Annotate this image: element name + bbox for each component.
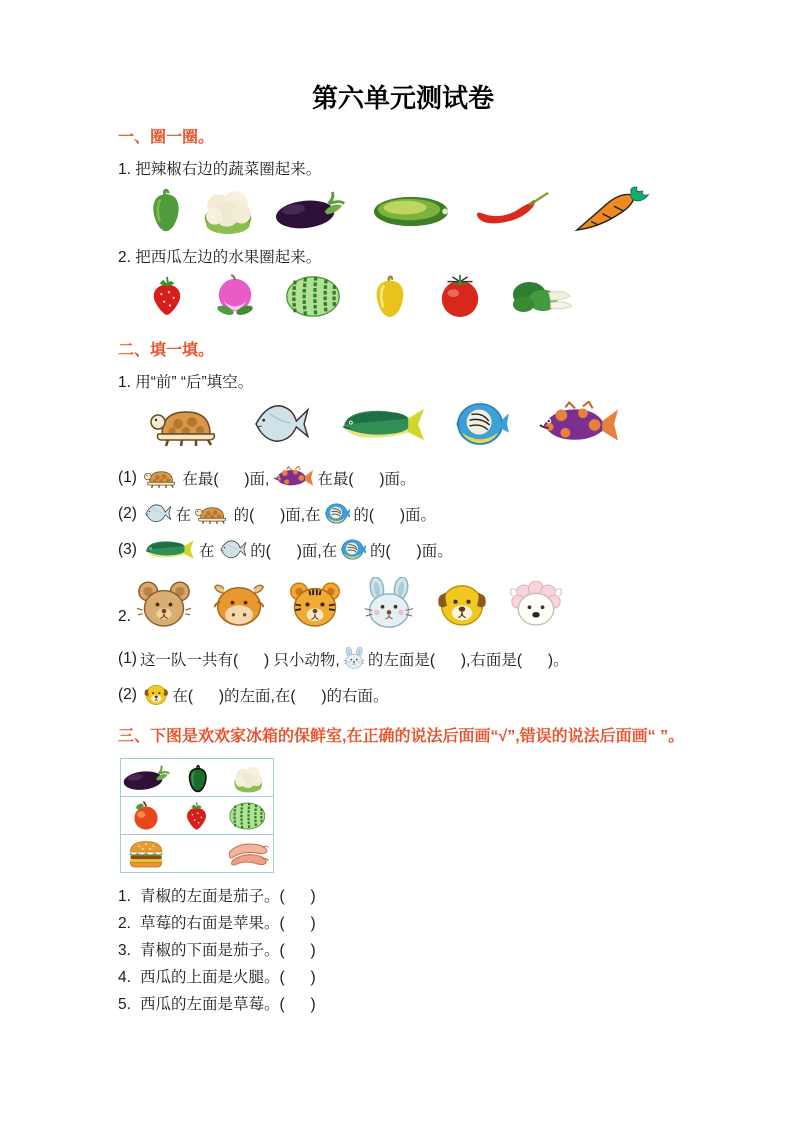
statement-line (118, 887, 688, 907)
statement-text: 西瓜的左面是草莓。( ) (139, 996, 316, 1013)
line-number: (3) (118, 540, 137, 558)
tomato-image (438, 274, 482, 318)
line-text: 的( )面,在 (250, 542, 338, 560)
line-text: 在 (175, 506, 192, 524)
section1-heading: 一、圈一圈。 (118, 129, 215, 146)
watermelon-image (228, 801, 267, 831)
statement-number: 3. (118, 942, 131, 959)
line-text: 在( )的左面,在( )的右面。 (172, 687, 389, 705)
line-number: (1) (118, 649, 137, 667)
line-text: 这一队一共有( ) 只小动物, (139, 651, 340, 669)
round-fish-image (454, 400, 510, 448)
rabbit-image (363, 577, 415, 631)
cauliflower-cell (223, 763, 273, 793)
section1-q2-text (118, 245, 688, 267)
line-text: 的( )面,在 (233, 506, 321, 524)
line-text: 在 (199, 542, 215, 560)
section3-heading: 三、下图是欢欢家冰箱的保鲜室,在正确的说法后面画“√”,错误的说法后面画“ ”。 (118, 728, 685, 745)
statement-line (118, 995, 688, 1015)
statements-list (118, 887, 688, 1015)
sausage-image (225, 839, 270, 869)
bok-choy-image (510, 275, 574, 318)
section2-heading: 二、填一填。 (118, 342, 215, 359)
strawberry-cell (172, 801, 223, 831)
statement-number: 2. (118, 915, 131, 932)
watermelon-cell (222, 801, 273, 831)
statement-number: 5. (118, 996, 131, 1013)
fridge-shelf-row (120, 796, 274, 835)
section2-q1-text (118, 370, 688, 392)
fill-blank-line (118, 466, 688, 489)
animals-question (118, 574, 688, 634)
line-text: 在最( )面。 (317, 470, 416, 488)
carrot-image (572, 185, 656, 235)
statement-text: 青椒的左面是茄子。( ) (139, 888, 316, 905)
round-fish-image (324, 502, 351, 525)
purple-fish-image (536, 401, 620, 447)
apple-cell (121, 801, 172, 831)
eggplant-image (121, 763, 173, 793)
purple-fish-image (272, 466, 314, 489)
statement-line (118, 914, 688, 934)
line-text: 的( )面。 (353, 506, 437, 524)
hamburger-image (127, 839, 165, 869)
q-text: 把西瓜左边的水果圈起来。 (135, 249, 322, 266)
line-text: 的左面是( ),右面是( )。 (367, 651, 569, 669)
watermelon-image (284, 274, 342, 319)
green-pepper-dark-cell (173, 763, 223, 793)
sausage-cell (222, 839, 273, 869)
line-number: (2) (118, 504, 137, 522)
statement-text: 青椒的下面是茄子。( ) (139, 942, 316, 959)
sheep-image (509, 581, 563, 628)
vegetables-row (118, 182, 688, 238)
dog-image (143, 683, 169, 706)
fridge-shelf-row (120, 758, 274, 797)
cow-image (211, 581, 267, 628)
animals-row (137, 574, 563, 634)
turtle-image (148, 400, 224, 448)
q-text: 把辣椒右边的蔬菜圈起来。 (135, 161, 322, 178)
q-number: 2. (118, 608, 131, 625)
strawberry-image (183, 801, 210, 831)
eggplant-cell (121, 763, 173, 793)
q-number: 1. (118, 374, 131, 391)
green-pepper-dark-image (186, 763, 209, 793)
silver-fish-image (143, 502, 173, 525)
peach-image (214, 273, 256, 319)
line-text: 的( )面。 (370, 542, 453, 560)
fill-blank-line (118, 538, 688, 561)
strawberry-image (148, 275, 186, 317)
page-title: 第六单元测试卷 (311, 84, 494, 113)
turtle-image (143, 466, 179, 489)
hamburger-cell (121, 839, 172, 869)
red-chili-image (472, 190, 552, 230)
statement-number: 1. (118, 888, 131, 905)
mahi-fish-image (143, 538, 196, 561)
silver-fish-image (250, 400, 312, 448)
statement-text: 草莓的右面是苹果。( ) (139, 915, 316, 932)
cauliflower-image (204, 185, 252, 235)
animal-fill-blank-lines (118, 647, 688, 706)
fridge-grid (120, 758, 274, 873)
fridge-shelf-row (120, 834, 274, 873)
line-number: (1) (118, 468, 137, 486)
line-text: 在最( )面, (182, 470, 270, 488)
cauliflower-image (234, 763, 263, 793)
statement-line (118, 941, 688, 961)
turtle-image (194, 502, 230, 525)
fish-row (118, 395, 688, 453)
rabbit-image (343, 647, 365, 670)
fill-blank-line (118, 647, 688, 670)
mahi-fish-image (338, 405, 428, 444)
tiger-image (287, 580, 343, 629)
q-number: 1. (118, 161, 131, 178)
mouse-image (137, 580, 191, 629)
q-text: 用“前” “后”填空。 (135, 374, 254, 391)
section1-q1-text (118, 157, 688, 179)
eggplant-image (272, 188, 350, 233)
q-number: 2. (118, 249, 131, 266)
dog-image (435, 581, 489, 628)
fill-blank-line (118, 502, 688, 525)
fill-blank-line (118, 683, 688, 706)
yellow-pepper-image (370, 273, 410, 319)
fruits-row (118, 270, 688, 322)
zucchini-image (370, 191, 452, 230)
apple-image (131, 801, 161, 831)
line-number: (2) (118, 685, 137, 703)
silver-fish-image (218, 538, 248, 561)
green-pepper-image (148, 187, 184, 234)
statement-line (118, 968, 688, 988)
statement-number: 4. (118, 969, 131, 986)
round-fish-image (340, 538, 367, 561)
fish-fill-blank-lines (118, 466, 688, 561)
statement-text: 西瓜的上面是火腿。( ) (139, 969, 316, 986)
